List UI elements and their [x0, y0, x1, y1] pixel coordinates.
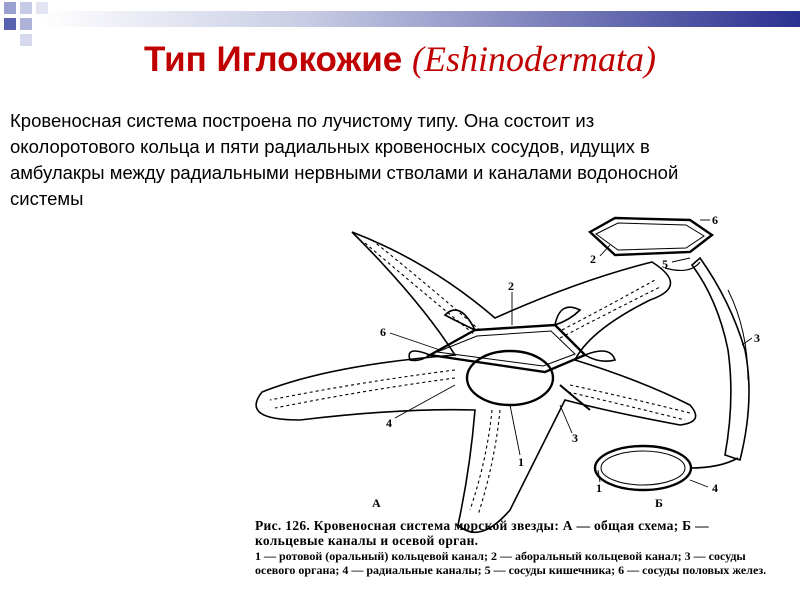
- label-1: 1: [518, 455, 524, 469]
- decor-square: [36, 2, 48, 14]
- label-1: 1: [596, 481, 602, 495]
- label-4: 4: [712, 481, 718, 495]
- label-2: 2: [508, 279, 514, 293]
- body-paragraph: Кровеносная система построена по лучистому типу. Она состоит из околоротового кольца и пяти радиальных кровеносных сосудов, идущих в амбулакры между радиальными нервными стволами и каналами водоносной системы: [10, 110, 679, 209]
- figure-caption: [255, 518, 775, 577]
- decor-square: [20, 18, 32, 30]
- slide-title: [0, 38, 800, 80]
- label-2: 2: [590, 252, 596, 266]
- label-3: 3: [754, 331, 760, 345]
- inset-axial-organ: [692, 258, 749, 460]
- caption-legend: 1 — ротовой (оральный) кольцевой канал; 2 — аборальный кольцевой канал; 3 — сосуды осевого органа; 4 — радиальные каналы; 5 — сосуды кишечника; 6 — сосуды половых желез.: [255, 549, 767, 577]
- inset-oral-ring: [595, 446, 691, 490]
- label-3: 3: [572, 431, 578, 445]
- label-4: 4: [386, 416, 392, 430]
- oral-ring-canal: [467, 351, 553, 405]
- label-5: 5: [662, 257, 668, 271]
- label-a: А: [372, 496, 381, 510]
- title-main: Тип Иглокожие: [144, 40, 403, 79]
- decor-square: [20, 2, 32, 14]
- starfish-body: [256, 232, 696, 532]
- axial-organ: [560, 385, 590, 410]
- title-latin: (Eshinodermata): [411, 39, 656, 79]
- decor-square: [4, 18, 16, 30]
- inset-rings: [590, 218, 749, 490]
- label-b: Б: [655, 496, 663, 510]
- starfish-outline: [256, 232, 696, 532]
- label-6: 6: [380, 325, 386, 339]
- figure-labels: [372, 213, 760, 510]
- decor-gradient-bar: [40, 11, 800, 27]
- aboral-ring-canal: [430, 325, 585, 372]
- label-6: 6: [712, 213, 718, 227]
- caption-main: Рис. 126. Кровеносная система морской звезды: А — общая схема; Б — кольцевые каналы и осевой орган.: [255, 518, 709, 548]
- decor-square: [4, 2, 16, 14]
